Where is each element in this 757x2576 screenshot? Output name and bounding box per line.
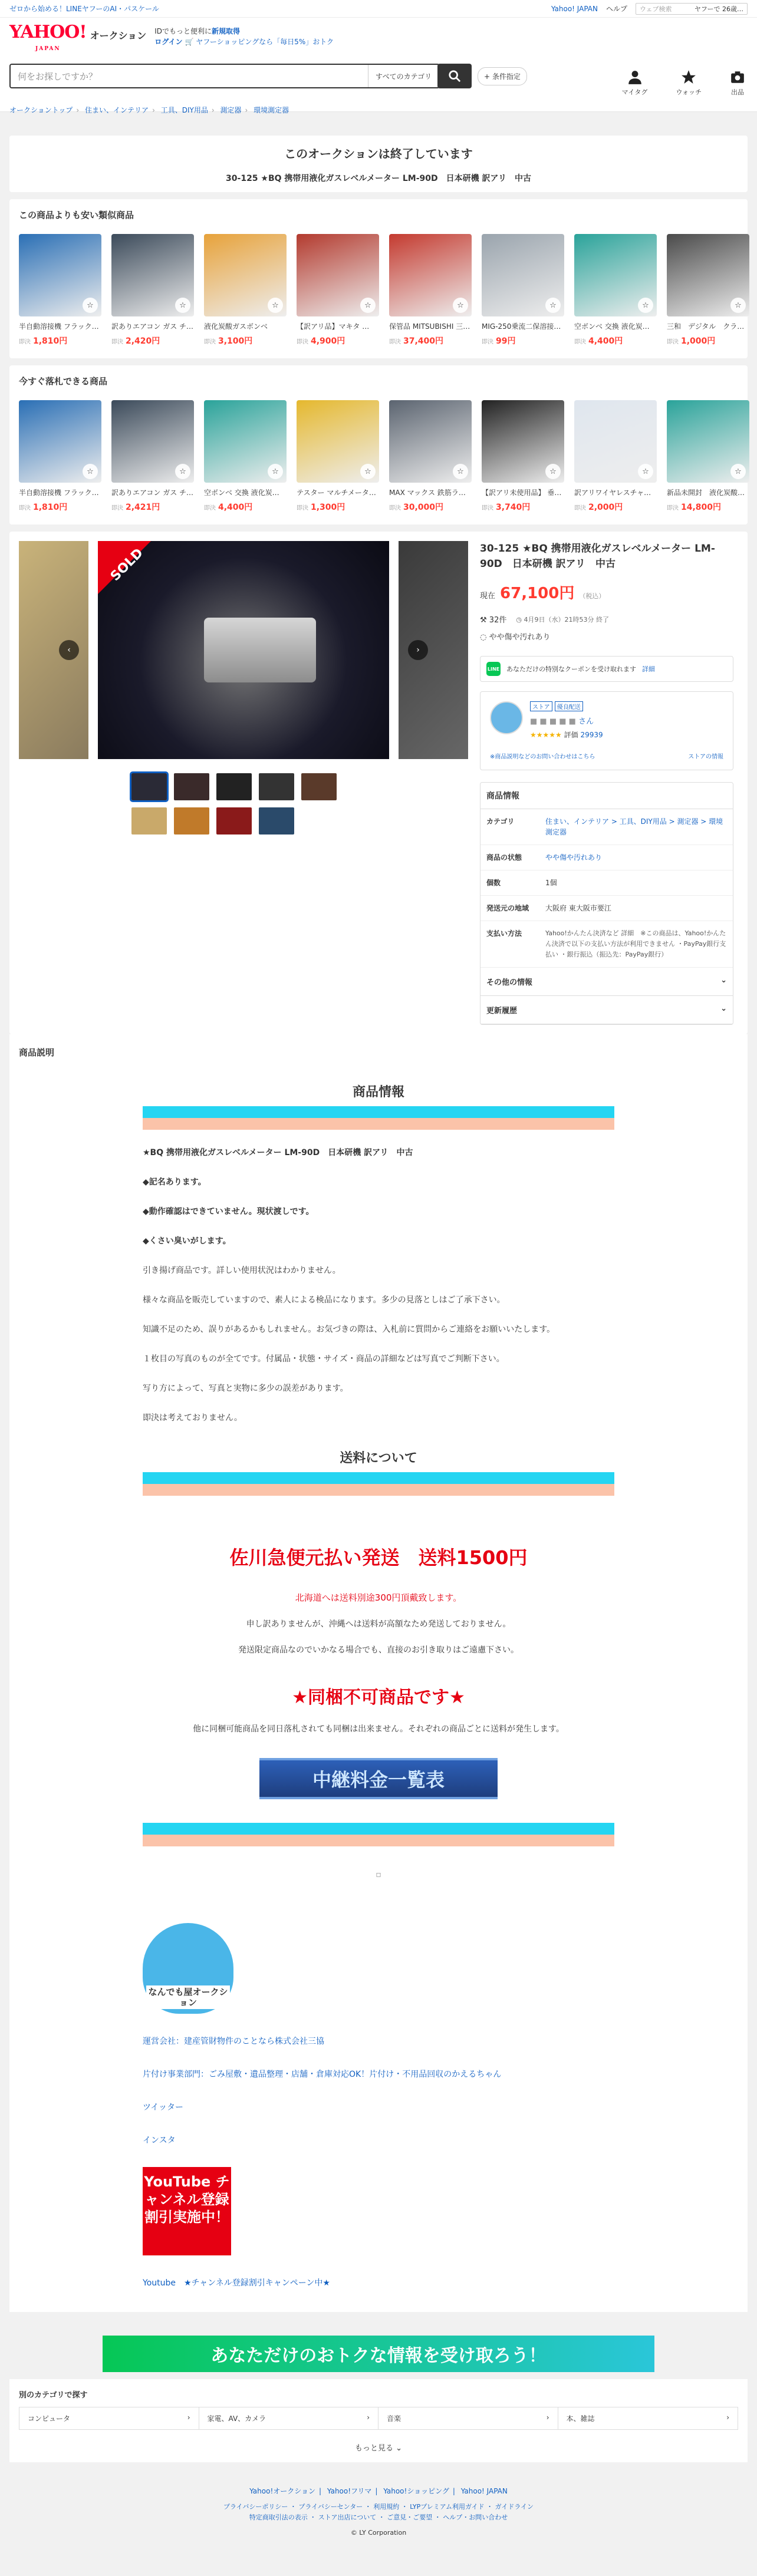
desc-line: 引き揚げ商品です。詳しい使用状況はわかりません。: [143, 1266, 341, 1275]
product-card[interactable]: [204, 400, 287, 513]
delivery-badge: 優良配送: [555, 701, 583, 711]
buy-now-items-list: [19, 400, 745, 513]
product-thumbnail[interactable]: [204, 400, 287, 483]
footer-sublinks-1[interactable]: プライバシーポリシー ・ プライバシーセンター ・ 利用規約 ・ LYPプレミアム利用ガイド ・ ガイドライン: [223, 2503, 534, 2511]
category-item[interactable]: 本、雑誌 ›: [566, 2413, 729, 2423]
footer: Yahoo!オークション | Yahoo!フリマ | Yahoo!ショッピング | Yahoo! JAPAN プライバシーポリシー ・ プライバシーセンター ・ 利用規約 ・ LYPプレミアム利用ガイド ・ ガイドライン 特定商取引法の表示 ・ ストア出店について ・ ご意見・ご要望 ・ ヘルプ・お問い合わせ © LY Corporation: [0, 2462, 757, 2546]
image-gallery: [19, 541, 468, 1025]
auction-meta: [480, 614, 733, 625]
other-info-accordion[interactable]: その他の情報 ⌄: [480, 968, 733, 996]
buy-now-title: 今すぐ落札できる商品: [19, 376, 108, 387]
twitter-link[interactable]: ツイッター: [143, 2103, 184, 2112]
price-row: 現在 67,100円 （税込）: [480, 581, 733, 603]
product-card[interactable]: [389, 400, 472, 513]
product-card-title[interactable]: 保管品 MITSUBISHI 三…: [389, 322, 470, 331]
product-thumbnail[interactable]: [574, 234, 657, 316]
info-row-payment: 支払い方法 Yahoo!かんたん決済など 詳細 ※この商品は、Yahoo!かんたん決済で以下の支払い方法が利用できません ・PayPay銀行支払い ・銀行振込（振込先：PayPay銀行）: [480, 921, 733, 968]
peach-bar: [143, 1118, 614, 1130]
product-card[interactable]: [482, 400, 564, 513]
category-item[interactable]: 家電、AV、カメラ ›: [199, 2407, 379, 2429]
yahoo-japan-link[interactable]: Yahoo! JAPAN: [551, 4, 598, 13]
shipping-fee: 佐川急便元払い発送 送料1500円: [229, 1546, 528, 1569]
product-card-title[interactable]: テスター マルチメータ…: [297, 489, 376, 497]
product-main: [9, 532, 748, 1034]
sold-label: SOLD: [107, 546, 146, 584]
header-note: IDでもっと便利に新規取得 ログイン 🛒 ヤフーショッピングなら「毎日5%」おトク: [154, 27, 334, 46]
buy-now-section: [9, 365, 748, 525]
line-icon: LINE: [486, 662, 501, 676]
breadcrumb-item[interactable]: 住まい、インテリア: [85, 106, 149, 114]
seller-rating[interactable]: 29939: [580, 731, 603, 739]
product-thumbnail[interactable]: [19, 400, 101, 483]
product-card-price: 即決 3,740円: [482, 503, 531, 512]
search-box[interactable]: [9, 64, 440, 88]
product-thumbnail[interactable]: [667, 400, 749, 483]
product-thumbnail[interactable]: [297, 234, 379, 316]
watch-star-icon[interactable]: ☆: [730, 298, 746, 313]
watch-star-icon[interactable]: ☆: [545, 464, 561, 479]
yahoo-logo[interactable]: YAHOO! JAPAN: [9, 22, 87, 52]
watch-star-icon[interactable]: ☆: [730, 464, 746, 479]
product-card-title[interactable]: 半自動溶接機 フラック…: [19, 489, 99, 497]
company-link[interactable]: 運営会社：建産管財物件のことなら株式会社三協: [143, 2037, 324, 2046]
thumbnail[interactable]: [301, 773, 337, 800]
product-card-title[interactable]: MAX マックス 鉄筋ラ…: [389, 489, 466, 497]
info-table-title: 商品情報: [480, 783, 733, 809]
watch-star-icon[interactable]: ☆: [83, 464, 98, 479]
chevron-right-icon: ›: [187, 2413, 190, 2422]
description-section: [9, 1034, 748, 2312]
product-card-price: 即決 1,810円: [19, 337, 68, 346]
product-card[interactable]: [297, 400, 379, 513]
product-title: 30-125 ★BQ 携帯用液化ガスレベルメーター LM-90D 日本研機 訳アリ 中古: [480, 543, 715, 570]
product-thumbnail[interactable]: [111, 234, 194, 316]
main-product-image[interactable]: [98, 541, 389, 759]
footer-link[interactable]: Yahoo!ショッピング: [383, 2487, 449, 2495]
product-info-table: [480, 782, 733, 1025]
product-card-title[interactable]: 三和 デジタル クラ…: [667, 322, 745, 331]
product-card[interactable]: [111, 400, 194, 513]
product-card-price: 即決 2,420円: [111, 337, 160, 346]
product-card[interactable]: [667, 234, 749, 347]
thumbnail[interactable]: [259, 807, 294, 835]
chevron-down-icon: ⌄: [720, 976, 727, 985]
watch-star-icon[interactable]: ☆: [175, 298, 190, 313]
top-strip: [0, 0, 757, 18]
desc-line: 即決は考えておりません。: [143, 1413, 242, 1423]
thumbnail[interactable]: [216, 807, 252, 835]
watch-star-icon[interactable]: ☆: [638, 464, 653, 479]
product-card-price: 即決 4,900円: [297, 337, 345, 346]
watch-star-icon[interactable]: ☆: [638, 298, 653, 313]
footer-sublinks-2[interactable]: 特定商取引法の表示 ・ ストア出店について ・ ご意見・ご要望 ・ ヘルプ・お問い合わせ: [249, 2514, 508, 2521]
product-card-title[interactable]: MIG-250乗流二保溶接…: [482, 322, 561, 331]
watch-star-icon[interactable]: ☆: [268, 298, 283, 313]
watch-star-icon[interactable]: ☆: [268, 464, 283, 479]
auction-ended-banner: [9, 136, 748, 192]
breadcrumb-item[interactable]: オークショントップ: [9, 106, 73, 114]
sell-button[interactable]: 出品: [730, 70, 745, 97]
youtube-link[interactable]: Youtube ★チャンネル登録割引キャンペーン中★: [143, 2278, 330, 2288]
cheaper-items-list: [19, 234, 745, 347]
store-badge: ストア: [530, 701, 552, 711]
product-card-title[interactable]: 【訳アリ未使用品】 垂…: [482, 489, 562, 497]
product-card-price: 即決 4,400円: [204, 503, 253, 512]
category-item[interactable]: コンピュータ ›: [19, 2407, 199, 2429]
thumbnail[interactable]: [174, 807, 209, 835]
product-card-price: 即決 1,300円: [297, 503, 345, 512]
thumbnail[interactable]: [131, 807, 167, 835]
cleanup-link[interactable]: 片付け事業部門：ごみ屋敷・遺品整理・店舗・倉庫対応OK！片付け・不用品回収のかえるちゃん: [143, 2070, 502, 2079]
watch-button[interactable]: ウォッチ: [676, 70, 702, 97]
desc-line: 写り方によって、写真と実物に多少の誤差があります。: [143, 1384, 348, 1393]
product-thumbnail[interactable]: [389, 400, 472, 483]
help-link[interactable]: ヘルプ: [605, 5, 627, 13]
product-card-title[interactable]: 半自動溶接機 フラック…: [19, 322, 99, 331]
product-card-price: 即決 1,810円: [19, 503, 68, 512]
product-card-price: 即決 99円: [482, 337, 516, 346]
product-thumbnail[interactable]: [297, 400, 379, 483]
web-search-button[interactable]: ヤフーで 26歳…: [694, 5, 743, 13]
breadcrumb-item[interactable]: 工具、DIY用品: [160, 106, 208, 114]
watch-star-icon[interactable]: ☆: [545, 298, 561, 313]
thumbnail[interactable]: [174, 773, 209, 800]
update-history-accordion[interactable]: 更新履歴 ⌄: [480, 996, 733, 1024]
breadcrumb-item[interactable]: 環境測定器: [254, 106, 289, 114]
product-card[interactable]: [297, 234, 379, 347]
search-icon: [448, 70, 461, 83]
product-thumbnail[interactable]: [667, 234, 749, 316]
desc-bold-line: ◆くさい臭いがします。: [143, 1236, 231, 1246]
product-card-title[interactable]: 訳ありエアコン ガス チ…: [111, 489, 194, 497]
chevron-right-icon: ›: [367, 2413, 370, 2422]
product-card-price: 即決 2,000円: [574, 503, 623, 512]
no-combine-note: 他に同梱可能商品を同日落札されても同梱は出来ません。それぞれの商品ごとに送料が発生します。: [193, 1724, 564, 1734]
product-card-title[interactable]: 液化炭酸ガスボンベ: [204, 322, 268, 331]
thumbnail[interactable]: [259, 773, 294, 800]
watch-star-icon[interactable]: ☆: [360, 464, 376, 479]
watch-star-icon[interactable]: ☆: [175, 464, 190, 479]
login-link[interactable]: ログイン: [154, 38, 183, 46]
category-link[interactable]: 住まい、インテリア > 工具、DIY用品 > 測定器 > 環境測定器: [545, 817, 723, 836]
product-card-price: 即決 4,400円: [574, 337, 623, 346]
signup-link[interactable]: 新規取得: [212, 27, 241, 35]
watch-star-icon[interactable]: ☆: [360, 298, 376, 313]
desc-bold-line: ★BQ 携帯用液化ガスレベルメーター LM-90D 日本研機 訳アリ 中古: [143, 1148, 413, 1157]
product-card[interactable]: [111, 234, 194, 347]
camera-icon: [730, 70, 745, 85]
person-icon: [627, 70, 643, 85]
prev-arrow-icon[interactable]: ‹: [59, 640, 79, 660]
okinawa-note: 申し訳ありませんが、沖縄へは送料が高額なため発送しておりません。: [246, 1620, 511, 1629]
info-row-condition: 商品の状態 やや傷や汚れあり: [480, 845, 733, 870]
web-search-input[interactable]: ウェブ検索 ヤフーで 26歳…: [636, 3, 748, 15]
store-info-link[interactable]: ストアの情報: [688, 754, 723, 760]
product-thumbnail[interactable]: [111, 400, 194, 483]
thumbnail[interactable]: [131, 773, 167, 800]
product-card-price: 即決 2,421円: [111, 503, 160, 512]
footer-link[interactable]: Yahoo!フリマ: [327, 2487, 372, 2495]
info-row-region: 発送元の地域 大阪府 東大阪市要江: [480, 896, 733, 921]
instagram-link[interactable]: インスタ: [143, 2136, 176, 2145]
product-card[interactable]: [482, 234, 564, 347]
product-thumbnail[interactable]: [482, 400, 564, 483]
product-card-title[interactable]: 【訳アリ品】マキタ …: [297, 322, 370, 331]
description-title: 商品説明: [19, 1047, 55, 1058]
info-row-category: カテゴリ 住まい、インテリア > 工具、DIY用品 > 測定器 > 環境測定器: [480, 809, 733, 845]
desc-bold-line: ◆動作確認はできていません。現状渡しです。: [143, 1207, 314, 1216]
product-card[interactable]: [574, 400, 657, 513]
youtube-banner[interactable]: YouTube チャンネル登録 割引実施中！: [143, 2167, 231, 2255]
condition-icon: ◌: [480, 633, 487, 642]
desc-heading-shipping: 送料について: [340, 1451, 417, 1466]
desc-line: 様々な商品を販売していますので、素人による検品になります。多少の見落としはご了承下さい。: [143, 1295, 505, 1305]
bid-count[interactable]: 32件: [489, 616, 507, 625]
product-thumbnail[interactable]: [574, 400, 657, 483]
watch-star-icon[interactable]: ☆: [453, 464, 468, 479]
chevron-down-icon: ⌄: [396, 2444, 403, 2453]
top-promo-link[interactable]: ゼロから始める！LINEヤフーのAI・パスケール: [9, 5, 159, 13]
product-card-price: 即決 37,400円: [389, 337, 444, 346]
relay-fee-banner: 中継料金一覧表: [259, 1758, 498, 1799]
product-card-price: 即決 1,000円: [667, 337, 716, 346]
footer-link[interactable]: Yahoo! JAPAN: [460, 2487, 508, 2495]
info-row-quantity: 個数 1個: [480, 870, 733, 896]
cheaper-title: この商品よりも安い類似商品: [19, 210, 134, 220]
next-arrow-icon[interactable]: ›: [408, 640, 428, 660]
desc-bold-line: ◆記名あります。: [143, 1177, 206, 1187]
header: [0, 18, 757, 112]
product-card-title[interactable]: 新品未開封 液化炭酸…: [667, 489, 745, 497]
thumbnail[interactable]: [216, 773, 252, 800]
ended-title: このオークションは終了しています: [284, 146, 473, 161]
mypage-button[interactable]: マイタグ: [622, 70, 648, 97]
breadcrumb: オークショントップ › 住まい、インテリア › 工具、DIY用品 › 測定器 › 環境測定器: [9, 106, 289, 114]
star-icon: [681, 70, 696, 85]
more-categories-button[interactable]: もっと見る ⌄: [354, 2444, 403, 2453]
mascot-logo: なんでも屋オークション: [143, 1923, 233, 2014]
product-card-title[interactable]: 訳ありエアコン ガス チ…: [111, 322, 194, 331]
cyan-bar: [143, 1106, 614, 1118]
product-thumbnail[interactable]: [482, 234, 564, 316]
product-card-price: 即決 3,100円: [204, 337, 253, 346]
product-card-price: 即決 30,000円: [389, 503, 444, 512]
pickup-note: 発送限定商品なのでいかなる場合でも、直接のお引き取りはご遠慮下さい。: [238, 1645, 519, 1655]
search-input[interactable]: 何をお探しですか？: [18, 71, 98, 82]
cheaper-items-section: [9, 199, 748, 358]
condition-button[interactable]: + 条件指定: [478, 67, 527, 85]
condition-summary: ◌ やや傷や汚れあり: [480, 633, 551, 642]
category-title: 別のカテゴリで探す: [19, 2391, 88, 2400]
product-card[interactable]: [19, 234, 101, 347]
no-combine-title: ★同梱不可商品です★: [292, 1687, 465, 1708]
broken-image-icon: ▫: [376, 1870, 381, 1879]
watch-star-icon[interactable]: ☆: [453, 298, 468, 313]
gavel-icon: ⚒: [480, 616, 487, 625]
product-card-price: 即決 14,800円: [667, 503, 722, 512]
current-price: 67,100円: [500, 585, 575, 602]
product-info: [480, 541, 733, 1025]
footer-link[interactable]: Yahoo!オークション: [249, 2487, 316, 2495]
desc-line: 知識不足のため、誤りがあるかもしれません。お気づきの際は、入札前に質問からご連絡をお願いいたします。: [143, 1325, 555, 1334]
product-card[interactable]: [19, 400, 101, 513]
hokkaido-note: 北海道へは送料別途300円頂戴致します。: [295, 1592, 462, 1603]
service-name: オークション: [90, 30, 147, 41]
seller-avatar[interactable]: [490, 701, 523, 734]
product-card-title[interactable]: 訳アリワイヤレスチャ…: [574, 489, 651, 497]
coupon-banner[interactable]: LINE あなただけの特別なクーポンを受け取れます 詳細: [480, 656, 733, 682]
category-item[interactable]: 音楽 ›: [378, 2407, 558, 2429]
product-device-image: [204, 618, 316, 682]
chevron-right-icon: ›: [546, 2413, 549, 2422]
copyright: © LY Corporation: [350, 2529, 407, 2537]
product-thumbnail[interactable]: [204, 234, 287, 316]
chevron-right-icon: ›: [726, 2413, 729, 2422]
clock-icon: ◷: [516, 615, 522, 624]
ended-item-title: 30-125 ★BQ 携帯用液化ガスレベルメーター LM-90D 日本研機 訳アリ 中古: [226, 173, 531, 183]
product-thumbnail[interactable]: [19, 234, 101, 316]
condition-link[interactable]: やや傷や汚れあり: [545, 853, 603, 862]
seller-card: ストア 優良配送 ■ ■ ■ ■ ■ さん ★★★★★ 評価 29939 ※商品説明などのお問い合わせはこちら ストアの情報: [480, 691, 733, 770]
line-friend-banner[interactable]: あなただけのおトクな情報を受け取ろう！: [103, 2336, 654, 2372]
breadcrumb-item[interactable]: 測定器: [220, 106, 242, 114]
shopping-promo-link[interactable]: ヤフーショッピングなら「毎日5%」おトク: [196, 38, 334, 46]
chevron-down-icon: ⌄: [720, 1004, 727, 1013]
product-card[interactable]: [667, 400, 749, 513]
watch-star-icon[interactable]: ☆: [83, 298, 98, 313]
seller-contact-link[interactable]: ※商品説明などのお問い合わせはこちら: [490, 754, 595, 760]
search-button[interactable]: [437, 64, 472, 88]
end-time: 4月9日（水）21時53分 終了: [524, 615, 609, 624]
desc-line: １枚目の写真のものが全てです。付属品・状態・サイズ・商品の詳細などは写真でご判断下さい。: [143, 1354, 505, 1364]
thumbnail-list: [131, 773, 356, 835]
product-card[interactable]: [389, 234, 472, 347]
rating-stars: ★★★★★: [530, 731, 562, 739]
product-card[interactable]: [204, 234, 287, 347]
product-thumbnail[interactable]: [389, 234, 472, 316]
category-section: [9, 2379, 748, 2462]
product-card-title[interactable]: 空ボンベ 交換 液化炭…: [204, 489, 279, 497]
product-card[interactable]: [574, 234, 657, 347]
category-select[interactable]: すべてのカテゴリ: [368, 65, 439, 87]
coupon-detail-link[interactable]: 詳細: [642, 665, 655, 673]
shopping-icon: 🛒: [185, 38, 194, 46]
seller-name[interactable]: さん: [578, 717, 594, 726]
desc-heading-info: 商品情報: [352, 1085, 404, 1100]
product-card-title[interactable]: 空ボンベ 交換 液化炭…: [574, 322, 650, 331]
